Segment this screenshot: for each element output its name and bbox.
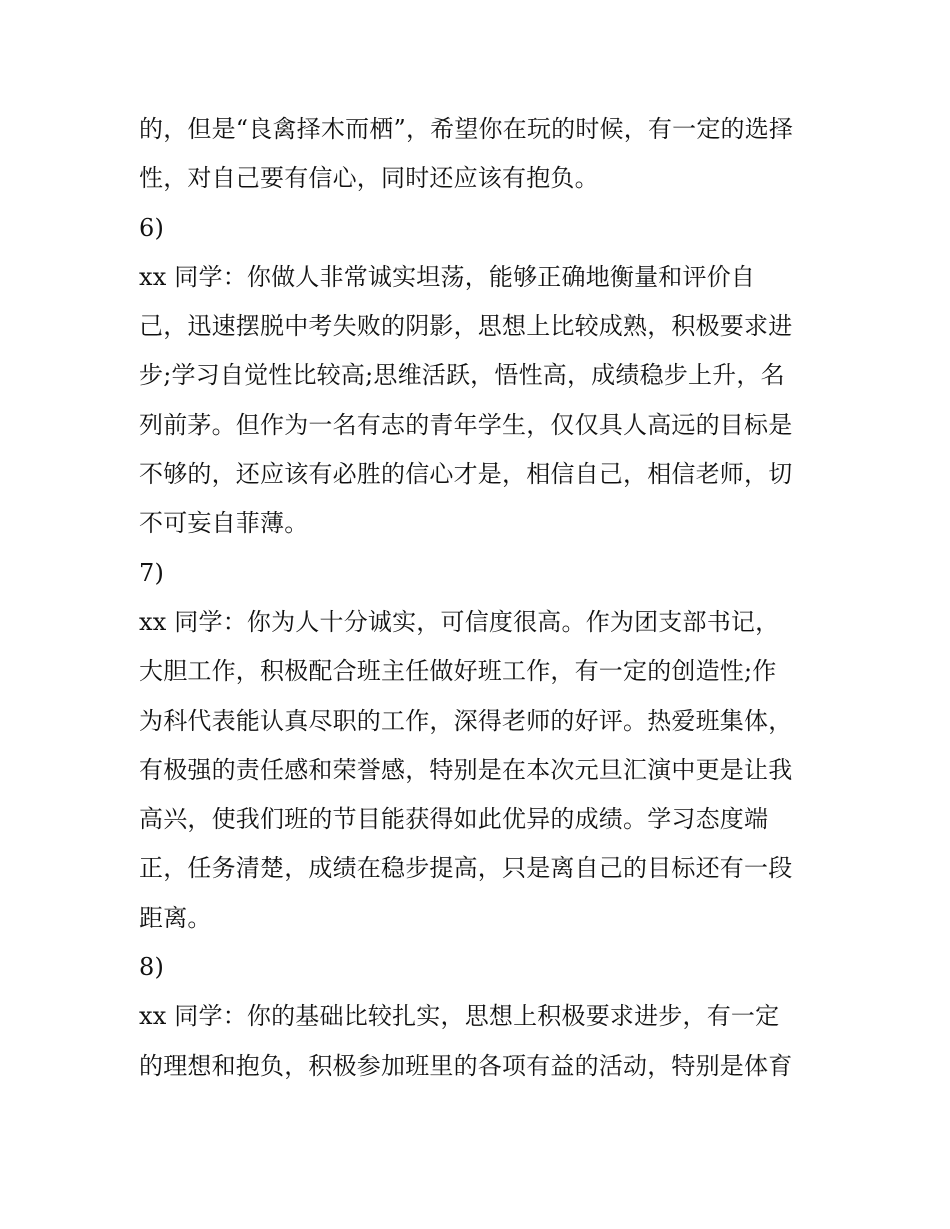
section-number: 7): [139, 558, 165, 587]
text-line: 的，但是“良禽择木而栖”，希望你在玩的时候，有一定的选择: [139, 115, 794, 143]
text-line: 步;学习自觉性比较高;思维活跃，悟性高，成绩稳步上升，名: [139, 361, 785, 390]
text-line: xx 同学：你为人十分诚实，可信度很高。作为团支部书记，: [139, 607, 780, 636]
text-line: 的理想和抱负，积极参加班里的各项有益的活动，特别是体育: [139, 1051, 793, 1080]
text-line: 大胆工作，积极配合班主任做好班工作，有一定的创造性;作: [139, 657, 777, 686]
text-line: 不够的，还应该有必胜的信心才是，相信自己，相信老师，切: [139, 460, 793, 489]
text-line: 不可妄自菲薄。: [139, 509, 309, 538]
text-line: 己，迅速摆脱中考失败的阴影，思想上比较成熟，积极要求进: [139, 312, 793, 341]
section-number: 8): [139, 953, 165, 982]
text-line: 性，对自己要有信心，同时还应该有抱负。: [139, 164, 599, 193]
text-line: 有极强的责任感和荣誉感，特别是在本次元旦汇演中更是让我: [139, 755, 793, 784]
text-line: 列前茅。但作为一名有志的青年学生，仅仅具人高远的目标是: [139, 410, 793, 439]
text-line: 正，任务清楚，成绩在稳步提高，只是离自己的目标还有一段: [139, 854, 793, 883]
text-line: 距离。: [139, 903, 212, 932]
text-line: 高兴，使我们班的节目能获得如此优异的成绩。学习态度端: [139, 805, 769, 834]
text-line: xx 同学：你的基础比较扎实，思想上积极要求进步，有一定: [139, 1002, 780, 1031]
section-number: 6): [139, 213, 165, 242]
text-line: xx 同学：你做人非常诚实坦荡，能够正确地衡量和评价自: [139, 262, 756, 291]
text-line: 为科代表能认真尽职的工作，深得老师的好评。热爱班集体，: [139, 706, 793, 735]
document-page: [139, 110, 819, 1096]
